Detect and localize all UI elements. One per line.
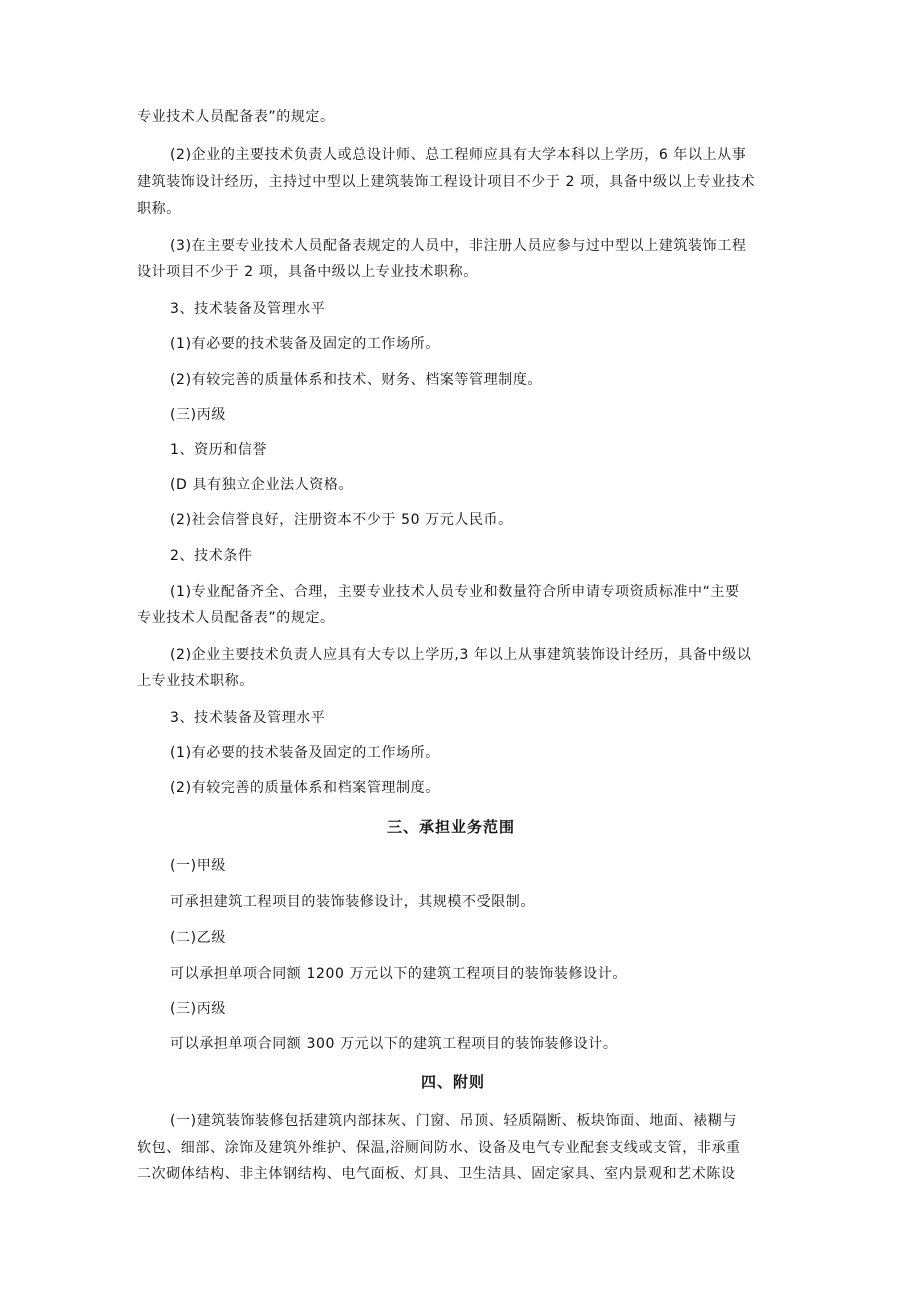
grade-label: (三)丙级 [170,407,226,423]
text-line: (2)企业主要技术负责人应具有大专以上学历,3 年以上从事建筑装饰设计经历，具备中级以 [170,647,752,663]
text-line: (3)在主要专业技术人员配备表规定的人员中，非注册人员应参与过中型以上建筑装饰工程 [170,238,747,254]
text-line: (2)企业的主要技术负责人或总设计师、总工程师应具有大学本科以上学历，6 年以上从事 [170,147,747,163]
text-line: 专业技术人员配备表”的规定。 [137,109,335,125]
text-line: 专业技术人员配备表”的规定。 [137,610,335,626]
section-heading: 三、承担业务范围 [387,818,516,836]
text-line: (2)有较完善的质量体系和档案管理制度。 [170,780,440,796]
section-subheading: 3、技术装备及管理水平 [170,710,326,726]
section-subheading: 1、资历和信誉 [170,442,268,458]
text-line: 可以承担单项合同额 1200 万元以下的建筑工程项目的装饰装修设计。 [170,966,627,982]
grade-label: (三)丙级 [170,1001,226,1017]
section-heading: 四、附则 [421,1073,486,1091]
text-line: 可以承担单项合同额 300 万元以下的建筑工程项目的装饰装修设计。 [170,1036,618,1052]
text-line: (2)社会信誉良好，注册资本不少于 50 万元人民币。 [170,512,513,528]
section-subheading: 2、技术条件 [170,548,253,564]
text-line: (1)专业配备齐全、合理，主要专业技术人员专业和数量符合所申请专项资质标准中“主要 [170,584,740,600]
text-line: 职称。 [137,201,181,217]
grade-label: (二)乙级 [170,930,226,946]
text-line: 二次砌体结构、非主体钢结构、电气面板、灯具、卫生洁具、固定家具、室内景观和艺术陈设 [137,1166,736,1182]
text-line: 设计项目不少于 2 项，具备中级以上专业技术职称。 [137,264,478,280]
grade-label: (一)甲级 [170,858,226,874]
text-line: (2)有较完善的质量体系和技术、财务、档案等管理制度。 [170,372,543,388]
text-line: 软包、细部、涂饰及建筑外维护、保温,浴厕间防水、设备及电气专业配套支线或支管，非承重 [137,1140,741,1156]
text-line: (1)有必要的技术装备及固定的工作场所。 [170,745,440,761]
text-line: (1)有必要的技术装备及固定的工作场所。 [170,336,440,352]
text-line: 建筑装饰设计经历，主持过中型以上建筑装饰工程设计项目不少于 2 项，具备中级以上专业技术 [137,174,756,190]
text-line: 上专业技术职称。 [137,673,254,689]
section-subheading: 3、技术装备及管理水平 [170,301,326,317]
text-line: (一)建筑装饰装修包括建筑内部抹灰、门窗、吊顶、轻质隔断、板块饰面、地面、裱糊与 [170,1113,737,1129]
text-line: (D 具有独立企业法人资格。 [170,477,354,493]
text-line: 可承担建筑工程项目的装饰装修设计，其规模不受限制。 [170,894,535,910]
